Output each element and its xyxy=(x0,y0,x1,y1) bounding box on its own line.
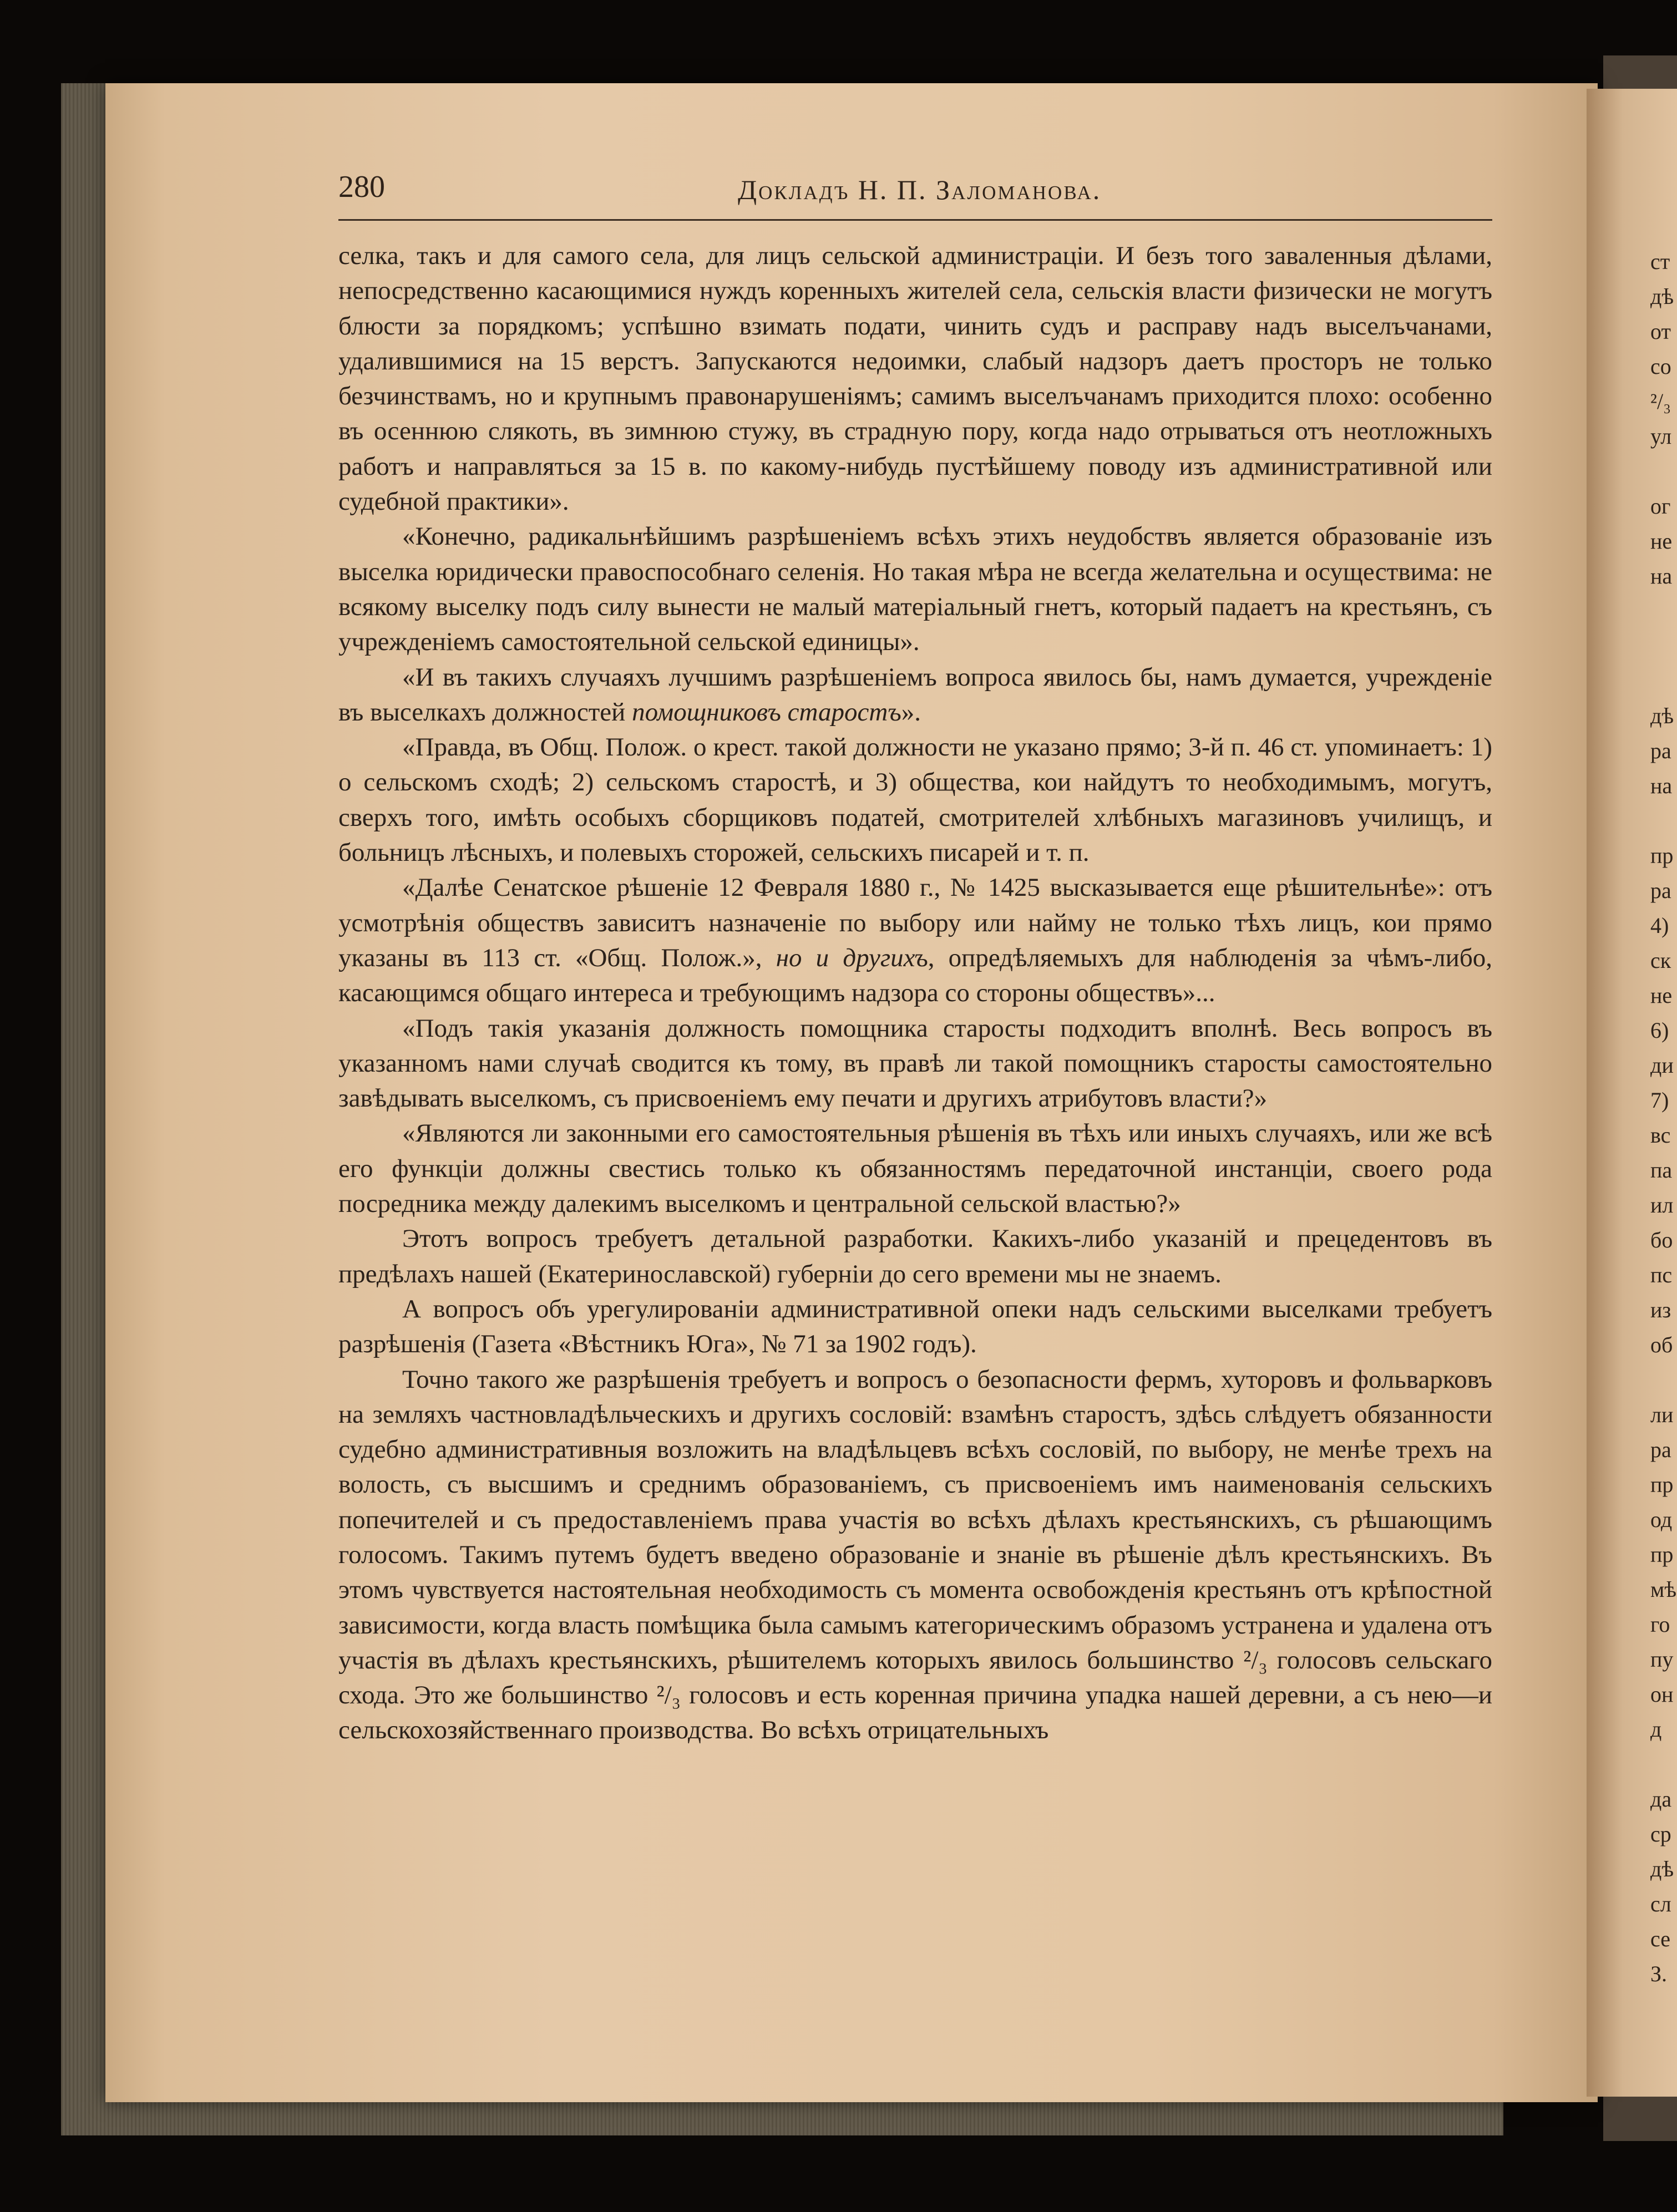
paragraph-text: «Подъ такія указанія должность помощника старосты подходитъ вполнѣ. Весь вопросъ въ указанномъ нами случаѣ сводится къ тому, въ правѣ ли такой помощникъ старосты самостоятельно завѣдывать выселкомъ, съ присвоеніемъ ему печати и другихъ атрибутовъ власти?» xyxy=(338,1013,1492,1113)
facing-page-fragment: ст xyxy=(1650,249,1670,274)
facing-page-fragment: 6) xyxy=(1650,1018,1669,1043)
facing-page-fragment: мѣ xyxy=(1650,1577,1677,1602)
paragraph-text-continued: ». xyxy=(901,697,921,727)
facing-page-fragment: ²/₃ xyxy=(1650,389,1671,414)
paragraph xyxy=(338,239,1492,519)
facing-page-fragment: ра xyxy=(1650,1437,1671,1462)
facing-page-fragment: пс xyxy=(1650,1262,1673,1287)
paragraph-text: «Являются ли законными его самостоятельныя рѣшенія въ тѣхъ или иныхъ случаяхъ, или же всѣ его функціи должны свестись только къ обязанностямъ передаточной инстанціи, своего рода посредника между далекимъ выселкомъ и центральной сельской властью?» xyxy=(338,1119,1492,1219)
facing-page-fragment: пу xyxy=(1650,1647,1674,1672)
facing-page-fragment: пр xyxy=(1650,843,1674,868)
paragraph-text: Этотъ вопросъ требуетъ детальной разработки. Какихъ-либо указаній и прецедентовъ въ предѣлахъ нашей (Екатеринославской) губерніи до сего времени мы не знаемъ. xyxy=(338,1224,1492,1288)
paragraph xyxy=(338,1292,1492,1362)
paragraph-text: «Далѣе Сенатское рѣшеніе 12 Февраля 1880 г., № 1425 высказывается еще рѣшительнѣе»: отъ усмотрѣнія обществъ зависитъ назначеніе по выбору или найму не только тѣхъ лицъ, кои прямо указаны въ 113 ст. «Общ. Полож.», xyxy=(338,873,1492,972)
facing-page-fragment: ог xyxy=(1650,494,1671,519)
emphasis-text: но и другихъ xyxy=(776,943,928,972)
facing-page-fragment xyxy=(1650,593,1677,628)
facing-page-fragment: 7) xyxy=(1650,1088,1669,1113)
facing-page-text-fragments xyxy=(1650,244,1677,1991)
facing-page-fragment: ди xyxy=(1650,1053,1674,1078)
facing-page-fragment: ср xyxy=(1650,1822,1671,1846)
facing-page-fragment: З. xyxy=(1650,1961,1668,1986)
facing-page-fragment: пр xyxy=(1650,1542,1674,1567)
facing-page-fragment xyxy=(1650,663,1677,698)
paragraph xyxy=(338,730,1492,870)
facing-page-fragment: бо xyxy=(1650,1227,1673,1252)
facing-page-fragment: 4) xyxy=(1650,913,1669,938)
paragraph xyxy=(338,1116,1492,1221)
facing-page-fragment: ра xyxy=(1650,878,1671,903)
facing-page-fragment xyxy=(1650,628,1677,663)
paragraph-text-continued: , опредѣляемыхъ для наблюденія за чѣмъ-либо, касающимся общаго интереса и требующимъ надзора со стороны обществъ»... xyxy=(338,943,1492,1008)
paragraph-text: селка, такъ и для самого села, для лицъ сельской администраціи. И безъ того заваленныя дѣлами, непосредственно касающимися нуждъ коренныхъ жителей села, сельскія власти физически не могутъ блюсти за порядкомъ; успѣшно взимать подати, чинить судъ и расправу надъ выселъчанами, удалившимися на 15 верстъ. Запускаются недоимки, слабый надзоръ даетъ просторъ не только безчинствамъ, но и крупнымъ правонарушеніямъ; самимъ выселъчанамъ приходится плохо: особенно въ осеннюю слякоть, въ зимнюю стужу, въ страдную пору, когда надо отрываться отъ неотложныхъ работъ и направляться за 15 в. по какому-нибудь пустѣйшему поводу изъ административной или судебной практики». xyxy=(338,241,1492,516)
paragraph xyxy=(338,870,1492,1011)
paragraph-text: Точно такого же разрѣшенія требуетъ и вопросъ о безопасности фермъ, хуторовъ и фольварковъ на земляхъ частновладѣльческихъ и другихъ сословій: взамѣнъ старостъ, здѣсь слѣдуетъ обязанности судебно административныя возложить на владѣльцевъ всѣхъ сословій, по выбору, не менѣе трехъ на волость, съ высшимъ и среднимъ образованіемъ, съ присвоеніемъ имъ наименованія сельскихъ попечителей и съ предоставленіемъ права участія во всѣхъ дѣлахъ крестьянскихъ, съ рѣшающимъ голосомъ. Такимъ путемъ будетъ введено образованіе и знаніе въ рѣшеніе дѣлъ крестьянскихъ. Въ этомъ чувствуется настоятельная необходимость съ момента освобожденія крестьянъ отъ крѣпостной зависимости, когда власть помѣщика была самымъ категорическимъ образомъ устранена и удалена отъ участія въ дѣлахъ крестьянскихъ, рѣшителемъ которыхъ явилось большинство ²/₃ голосовъ сельскаго схода. Это же большинство ²/₃ голосовъ и есть коренная причина упадка нашей деревни, а съ нею—и сельскохозяйственнаго производства. Во всѣхъ отрицательныхъ xyxy=(338,1364,1492,1745)
paragraph xyxy=(338,519,1492,659)
emphasis-text: помощниковъ старостъ xyxy=(632,697,901,727)
facing-page-fragment: се xyxy=(1650,1926,1670,1951)
facing-page-fragment: со xyxy=(1650,354,1671,379)
facing-page-fragment: не xyxy=(1650,983,1673,1008)
paragraph xyxy=(338,1011,1492,1117)
facing-page-fragment: да xyxy=(1650,1787,1672,1812)
facing-page-fragment: го xyxy=(1650,1612,1670,1637)
facing-page-fragment xyxy=(1650,1362,1677,1397)
facing-page-fragment: дѣ xyxy=(1650,284,1674,309)
facing-page-fragment: дѣ xyxy=(1650,1856,1674,1881)
facing-page-fragment xyxy=(1650,803,1677,838)
paragraph xyxy=(338,660,1492,730)
running-title: Докладъ Н. П. Заломанова. xyxy=(738,174,1102,205)
paragraph-text: А вопросъ объ урегулированіи административной опеки надъ сельскими выселками требуетъ разрѣшенія (Газета «Вѣстникъ Юга», № 71 за 1902 годъ). xyxy=(338,1294,1492,1359)
facing-page-fragment: ил xyxy=(1650,1193,1674,1217)
facing-page-fragment: на xyxy=(1650,773,1673,798)
facing-page-fragment: об xyxy=(1650,1332,1673,1357)
facing-page-fragment: на xyxy=(1650,564,1673,588)
facing-page-fragment: не xyxy=(1650,529,1673,554)
paragraph xyxy=(338,1362,1492,1748)
facing-page-fragment: од xyxy=(1650,1507,1673,1532)
page-number: 280 xyxy=(338,170,385,204)
paragraph-text: «Правда, въ Общ. Полож. о крест. такой должности не указано прямо; 3-й п. 46 ст. упоминаетъ: 1) о сельскомъ сходѣ; 2) сельскомъ старостѣ, и 3) общества, кои найдутъ то необходимымъ, могутъ, сверхъ того, имѣть особыхъ сборщиковъ податей, смотрителей хлѣбныхъ магазиновъ училищъ, и больницъ лѣсныхъ, и полевыхъ сторожей, сельскихъ писарей и т. п. xyxy=(338,733,1492,867)
facing-page-fragment: ул xyxy=(1650,424,1672,449)
facing-page-fragment: пр xyxy=(1650,1472,1674,1497)
facing-page-fragment: ли xyxy=(1650,1402,1674,1427)
paragraph xyxy=(338,1221,1492,1292)
body-text xyxy=(338,239,1492,1748)
facing-page-fragment: дѣ xyxy=(1650,703,1674,728)
facing-page-fragment: па xyxy=(1650,1158,1673,1183)
facing-page-fragment: ра xyxy=(1650,738,1671,763)
facing-page-fragment: от xyxy=(1650,319,1671,344)
facing-page-fragment xyxy=(1650,1747,1677,1782)
paragraph-text: «Конечно, радикальнѣйшимъ разрѣшеніемъ всѣхъ этихъ неудобствъ является образованіе изъ выселка юридически правоспособнаго селенія. Но такая мѣра не всегда желательна и осуществима: не всякому выселку подъ силу вынести не малый матеріальный гнетъ, который падаетъ на крестьянъ, съ учрежденіемъ самостоятельной сельской единицы». xyxy=(338,522,1492,657)
page-header xyxy=(338,164,1492,221)
facing-page-fragment: он xyxy=(1650,1682,1674,1707)
facing-page-fragment: д xyxy=(1650,1717,1662,1742)
facing-page-fragment: ск xyxy=(1650,948,1671,973)
facing-page-fragment: из xyxy=(1650,1297,1671,1322)
facing-page-fragment: вс xyxy=(1650,1123,1671,1148)
paragraph-text: «И въ такихъ случаяхъ лучшимъ разрѣшеніемъ вопроса явилось бы, намъ думается, учрежденіе въ выселкахъ должностей xyxy=(338,662,1492,727)
facing-page-fragment xyxy=(1650,454,1677,489)
facing-page-fragment: сл xyxy=(1650,1891,1671,1916)
